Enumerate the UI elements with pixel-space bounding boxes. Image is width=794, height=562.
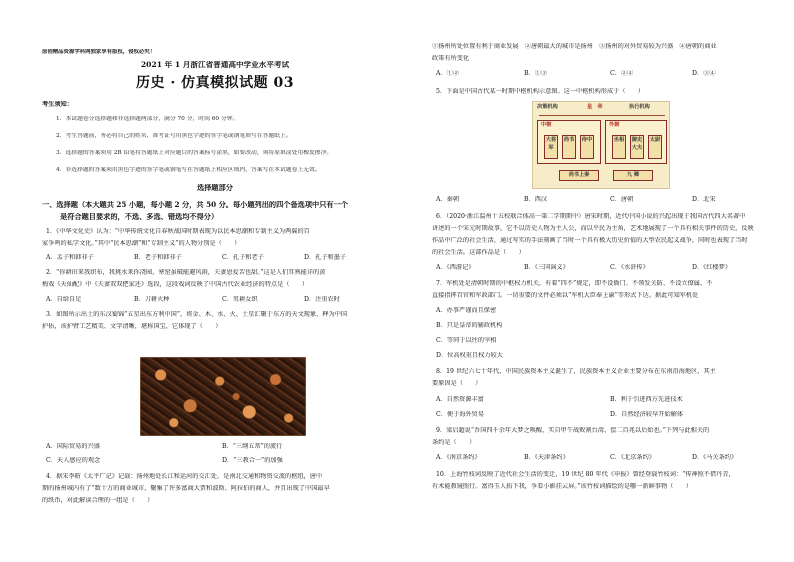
option-c[interactable]: C．《北京条约》 [610,454,655,461]
option-c[interactable]: C．②④ [610,70,634,77]
note-item: 4．非选择题的答案须用黑色字迹的签字笔或钢笔写在答题纸上相应区域内，答案写在本试题卷上无效。 [56,167,321,173]
option-d[interactable]: D．《红楼梦》 [692,264,731,271]
option-a[interactable]: A．办事严谨而且保密 [436,307,497,314]
option-c[interactable]: C．《水浒传》 [610,264,649,271]
inner-court-label: 中朝 [541,122,552,128]
question-statements: 政策有所变化 [432,55,470,62]
outer-court-box [605,120,667,164]
option-c[interactable]: C．便于海外贸易 [436,411,485,418]
diagram-label-decision: 决策机构 [537,104,558,110]
note-item: 1．本试题卷分选择题和非选择题两部分，满分 70 分，时间 60 分钟。 [56,116,239,122]
silk-brocade-image [140,357,306,436]
central-organ-diagram [532,101,670,189]
option-c[interactable]: C．等同于以往的宰相 [436,337,497,344]
question-stem: 1．《中华文化史》认为：“中华传统文化自春秋战国时期表现为以民本思潮和专制主义为两翼的百 [46,228,310,235]
option-c[interactable]: C．男耕女织 [222,296,258,303]
option-b[interactable]: B．利于引进西方先进技术 [610,396,683,403]
option-c[interactable]: C．天人感应的观念 [46,457,101,464]
question-stem: 5．下面是中国古代某一时期中枢机构示意图。这一中枢机构形成于（ ） [436,88,645,95]
question-stem: 梅戏《天仙配》中《夫妻双双把家还》选段，这段戏词反映了中国古代农业经济的特点是（ ） [42,281,309,288]
question-stem: 有术能教镜照行。富得玉人掐下我，争看小影挂云屏。”该竹枝词描绘的是哪一新鲜事物（ ） [432,483,692,490]
note-item: 3．选择题的答案须用 2B 铅笔将答题纸上对应题目的答案标号涂黑，如要改动，须将原填涂处用橡皮擦净。 [56,150,333,156]
diagram-box: 大将军 [544,135,558,159]
diagram-box: 九 卿 [613,170,653,181]
diagram-box: 侍中 [580,135,594,159]
option-a[interactable]: A．《南京条约》 [436,454,481,461]
option-b[interactable]: B．《三国演义》 [524,264,569,271]
diagram-box: 丞相 [612,135,626,159]
outer-court-label: 外朝 [609,122,620,128]
question-stem: 10．上海竹枝词反映了近代社会生活的变迁，19 世纪 80 年代《申报》曾经登载竹枝词：“传神照不借丹青， [436,471,735,478]
option-d[interactable]: D．孔子和墨子 [304,254,347,261]
part-instructions-line1: 一、选择题（本大题共 25 小题，每小题 2 分，共 50 分。每小题列出的四个备选项中只有一个 [42,201,348,209]
right-column [432,0,772,562]
diagram-box: 尚书 [562,135,576,159]
option-d[interactable]: D．自然经济较早开始解体 [610,411,684,418]
question-stem: 7．军机处是清朝时期的中枢权力机关，有着“四不”规定，即不设衙门、不领发关防、不设立僚属、不 [436,280,713,287]
left-column [42,0,388,562]
option-d[interactable]: D．北宋 [692,196,716,203]
question-stem: 2．“你耕田来我织布，我挑水来你浇园，寒窑虽破能避风雨，夫妻恩爱苦也甜。”这是人们耳熟能详的黄 [46,269,326,276]
option-a[interactable]: A．自给自足 [46,296,82,303]
option-b[interactable]: B．只是皇帝的辅政机构 [436,322,503,329]
diagram-label-execution: 执行机构 [629,104,650,110]
question-stem: 9．梁启超说“吾国四千余年大梦之唤醒，实自甲午战败割台湾、偿二百兆以后始也。”下列与此相关的 [436,427,710,434]
masthead: 原创精品资源学科网独家享有版权，侵权必究！ [42,49,156,55]
option-b[interactable]: B．①③ [524,70,548,77]
option-d[interactable]: D．注重农时 [304,296,340,303]
note-item: 2．考生答题前，务必将自己的姓名、准考证号用黑色字迹的签字笔或钢笔填写在答题纸上。 [56,133,292,139]
part-instructions-line2: 是符合题目要求的，不选、多选、错选均不得分） [60,213,219,221]
option-a[interactable]: A．《西游记》 [436,264,475,271]
option-b[interactable]: B．《天津条约》 [524,454,569,461]
question-stem: 的社会生活。这部作品是（ ） [432,249,525,256]
option-c[interactable]: C．唐朝 [610,196,634,203]
diagram-box: 尚书上奏 [559,170,599,181]
inner-court-box [537,120,601,164]
question-stem: 的纸币，对此解读合理的一组是（ ） [42,497,154,504]
question-stem: 护佑，该护臂工艺精美、文字清晰，堪称国宝，它体现了（ ） [42,323,222,330]
question-stem: 要原因是（ ） [432,380,482,387]
question-stem: 4．据宋李昉《太平广记》记载：扬州地处长江和运河的交汇处，是南北交通和物资交流的枢纽，唐中 [46,473,323,480]
option-d[interactable]: D．《马关条约》 [692,454,738,461]
option-c[interactable]: C．孔子和老子 [222,254,264,261]
option-a[interactable]: A．孟子和韩非子 [46,254,94,261]
option-b[interactable]: B．老子和韩非子 [134,254,182,261]
question-stem: 作品中广泛的社会生活，通过写实的手法刻画了当时一个具有极大历史价值的大型农民起义战争，同时也表现了当时 [432,237,748,244]
question-stem: 条约是（ ） [432,439,476,446]
question-stem: 直接指挥百官和军政部门。一切重要的文件必须以“军机大臣奉上谕”等形式下达。据此可知军机处 [432,292,699,299]
question-stem: 家争鸣的私学文化。”其中“民本思潮”和“专制主义”的人物分别是（ ） [42,240,241,247]
option-d[interactable]: D．③④ [692,70,716,77]
section-title: 选择题部分 [197,184,233,192]
option-a[interactable]: A．秦朝 [436,196,460,203]
option-b[interactable]: B．“三纲五常”的流行 [222,443,283,450]
diagram-box: 太尉 [648,135,662,159]
question-stem: 期的扬州城内有了“数十万的商业城市，聚集了许多富商大贾和波斯、阿拉伯的商人，并且出现了中国最早 [42,485,330,492]
option-a[interactable]: A．①② [436,70,460,77]
paper-title: 历史 · 仿真模拟试题 03 [136,75,294,91]
exam-title: 2021 年 1 月浙江省普通高中学业水平考试 [140,61,290,69]
diagram-label-emperor: 皇 帝 [587,104,603,110]
option-b[interactable]: B．刀耕火种 [134,296,170,303]
option-d[interactable]: D．位高权重且权力较大 [436,352,503,359]
question-stem: 3．如图所示出土的东汉蜀锦“五星出东方利中国”，将金、木、水、火、土星汇聚于东方的天文现象，释为中国 [46,311,348,318]
option-a[interactable]: A．自然资源丰富 [436,396,484,403]
connector-line [539,115,665,116]
question-statements: ①扬州所处位置有利于商业发展 ②唐朝最大的城市是扬州 ③扬州的对外贸易较为兴盛 ④唐朝的商业 [432,43,717,50]
diagram-box: 御史大夫 [630,135,644,159]
question-stem: 8．19 世纪六七十年代，中国民族资本主义诞生了，民族资本主义企业主要分布在东南沿海地区，其主 [436,368,716,375]
option-b[interactable]: B．西汉 [524,196,548,203]
notes-heading: 考生须知： [42,101,73,108]
option-d[interactable]: D．“三教合一”的加强 [222,457,283,464]
question-stem: 讲述的一个宋元时期故事，它不以历史人物为主人公，而以平民为主角，艺术地展现了一个具有相关事件的历史，反映 [432,225,754,232]
question-stem: 6．（2020·浙江温州十五校联合体高一第二学期期中）唐宋时期，近代中国小说的兴起出现于我国古代四大名著中 [436,213,746,220]
option-a[interactable]: A．国际贸易的兴盛 [46,443,100,450]
